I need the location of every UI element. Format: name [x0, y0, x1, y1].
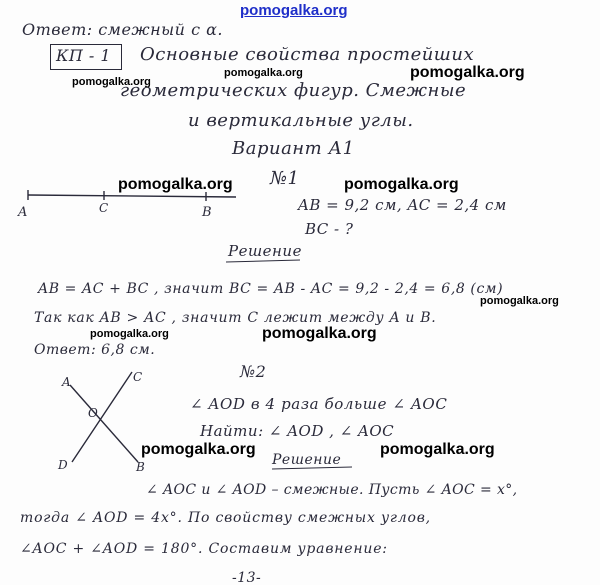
previous-answer: Ответ: смежный с α. — [22, 20, 223, 39]
variant-heading: Вариант А1 — [232, 138, 355, 159]
angle-label-o: O — [88, 406, 99, 420]
problem-1-number: №1 — [270, 168, 300, 189]
segment-ab-line — [28, 195, 236, 197]
segment-label-c: C — [99, 201, 109, 215]
solution-1-heading: Решение — [228, 242, 302, 260]
solution-1-reason: Так как AB > AC , значит C лежит между A и B. — [34, 310, 437, 326]
problem-2-find: Найти: ∠ AOD , ∠ AOC — [200, 422, 395, 440]
watermark-top[interactable]: pomogalka.org — [240, 2, 348, 19]
watermark[interactable]: pomogalka.org — [72, 76, 151, 88]
watermark[interactable]: pomogalka.org — [380, 441, 495, 458]
angle-line-ac — [72, 372, 132, 462]
watermark[interactable]: pomogalka.org — [118, 176, 233, 193]
watermark[interactable]: pomogalka.org — [224, 67, 303, 79]
angle-label-d: D — [58, 458, 69, 472]
answer-1: Ответ: 6,8 см. — [34, 342, 156, 358]
page-number: -13- — [232, 570, 262, 586]
solution-2-line-2: тогда ∠ AOD = 4x°. По свойству смежных углов, — [20, 510, 431, 526]
watermark[interactable]: pomogalka.org — [480, 295, 559, 307]
given-line-1: AB = 9,2 см, AC = 2,4 см — [298, 196, 507, 214]
watermark[interactable]: pomogalka.org — [262, 325, 377, 342]
title-line-1: Основные свойства простейших — [140, 44, 475, 65]
kp-label: КП - 1 — [56, 46, 112, 65]
solution-2-heading: Решение — [272, 452, 342, 468]
given-line-2: BC - ? — [305, 220, 354, 238]
problem-2-number: №2 — [240, 362, 267, 381]
angle-label-a: A — [62, 375, 72, 389]
problem-2-condition: ∠ AOD в 4 раза больше ∠ AOC — [190, 395, 448, 413]
title-line-2: геометрических фигур. Смежные — [120, 80, 467, 101]
solution1-underline — [226, 260, 300, 262]
segment-label-a: A — [18, 205, 28, 220]
solution-2-line-3: ∠AOC + ∠AOD = 180°. Составим уравнение: — [20, 541, 388, 557]
solution-2-line-1: ∠ AOC и ∠ AOD – смежные. Пусть ∠ AOC = x°, — [146, 482, 518, 498]
watermark[interactable]: pomogalka.org — [344, 176, 459, 193]
angle-label-c: C — [133, 370, 143, 384]
watermark[interactable]: pomogalka.org — [141, 441, 256, 458]
watermark[interactable]: pomogalka.org — [410, 64, 525, 81]
watermark[interactable]: pomogalka.org — [90, 328, 169, 340]
title-line-3: и вертикальные углы. — [188, 110, 414, 131]
segment-label-b: B — [202, 205, 213, 220]
angle-label-b: B — [136, 460, 146, 474]
solution-1-equation: AB = AC + BC , значит BC = AB - AC = 9,2 - 2,4 = 6,8 (см) — [38, 281, 504, 297]
